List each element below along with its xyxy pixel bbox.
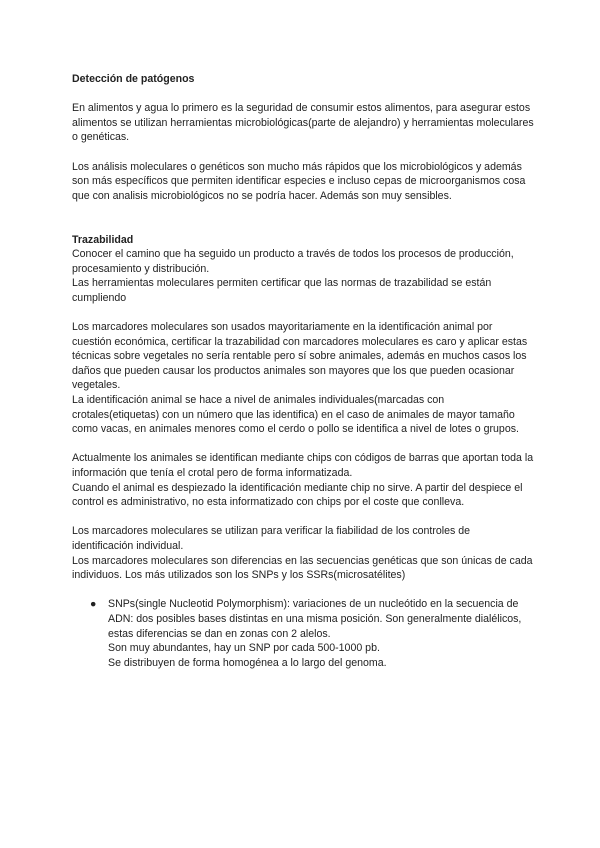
paragraph-fiabilidad-2: Los marcadores moleculares son diferencias en las secuencias genéticas que son únicas de cada individuos. Los más utilizados son los SNPs y los SSRs(microsatélites) (72, 554, 533, 582)
bullet-text-line-2: Son muy abundantes, hay un SNP por cada 500-1000 pb. (108, 642, 380, 655)
paragraph-marcadores-2: La identificación animal se hace a nivel de animales individuales(marcadas con crotales(etiquetas) con un número que las identifica) en el caso de animales de mayor tamaño como vacas, en animales menores como el cerdo o pollo se identifica a nivel de lotes o grupos. (72, 394, 519, 436)
paragraph-marcadores-1: Los marcadores moleculares son usados mayoritariamente en la identificación animal por cuestión económica, certificar la trazabilidad con marcadores moleculares es caro y aplicar estas técnicas sobre vegetales no sería rentable pero sí sobre animales, además en muchos casos los daños que pueden causar los productos animales son mayores que los que pueden ocasionar vegetales. (72, 321, 528, 392)
paragraph-patogenos-1: En alimentos y agua lo primero es la seguridad de consumir estos alimentos, para asegurar estos alimentos se utilizan herramientas microbiológicas(parte de alejandro) y herramientas moleculares o genéticas. (72, 102, 534, 144)
bullet-text-line-1: SNPs(single Nucleotid Polymorphism): variaciones de un nucleótido en la secuencia de ADN: dos posibles bases distintas en una misma posición. Son generalmente dialélicos, estas diferencias se dan en zonas con 2 alelos. (108, 598, 522, 640)
paragraph-chips-1: Actualmente los animales se identifican mediante chips con códigos de barras que aportan toda la información que tenía el crotal pero de forma informatizada. (72, 452, 534, 480)
paragraph-fiabilidad-1: Los marcadores moleculares se utilizan para verificar la fiabilidad de los controles de identificación individual. (72, 525, 471, 552)
section-title-patogenos: Detección de patógenos (72, 73, 195, 85)
document-body (72, 72, 534, 670)
bullet-list (72, 597, 534, 670)
list-item-snps (72, 597, 534, 670)
bullet-icon: ● (90, 598, 97, 611)
section-title-trazabilidad: Trazabilidad (72, 233, 134, 246)
paragraph-chips-2: Cuando el animal es despiezado la identificación mediante chip no sirve. A partir del despiece el control es administrativo, no esta informatizado con chips por el coste que conlleva. (72, 481, 523, 509)
bullet-text-line-3: Se distribuyen de forma homogénea a lo largo del genoma. (108, 656, 387, 669)
paragraph-patogenos-2: Los análisis moleculares o genéticos son mucho más rápidos que los microbiológicos y además son más específicos que permiten identificar especies e incluso cepas de microorganismos cosa que con analisis microbiológicos no se podría hacer. Además son muy sensibles. (72, 160, 526, 202)
paragraph-trazabilidad-1: Conocer el camino que ha seguido un producto a través de todos los procesos de producción, procesamiento y distribución. (72, 248, 514, 275)
paragraph-trazabilidad-2: Las herramientas moleculares permiten certificar que las normas de trazabilidad se están cumpliendo (72, 277, 492, 304)
